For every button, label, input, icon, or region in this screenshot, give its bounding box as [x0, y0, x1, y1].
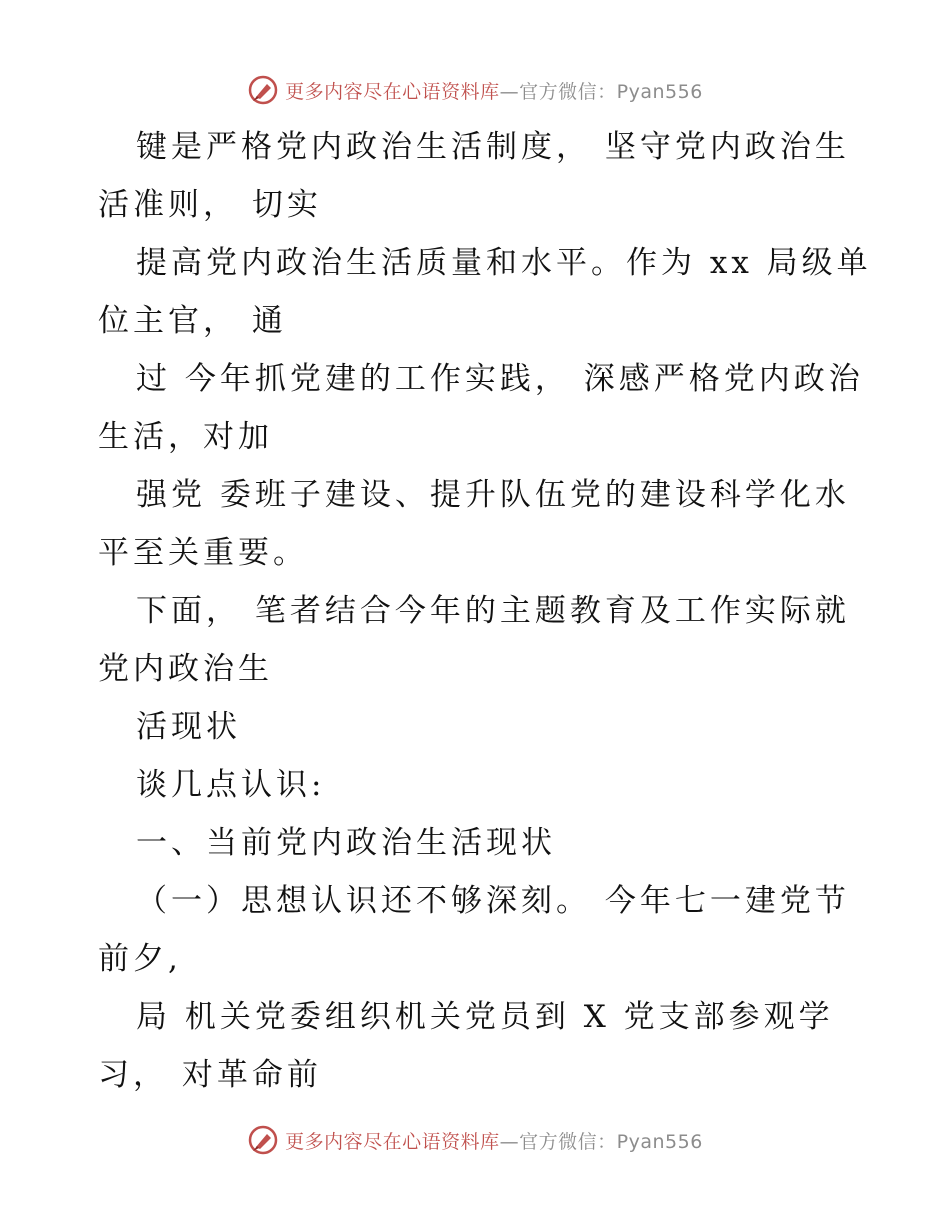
watermark-text: [285, 77, 703, 104]
pen-nib-logo-icon: [247, 1124, 279, 1156]
watermark-dash: —: [499, 1130, 520, 1153]
paragraph-line: 强党 委班子建设、提升队伍党的建设科学化水: [136, 477, 850, 513]
watermark-brand: 更多内容尽在心语资料库: [285, 80, 500, 103]
paragraph-line: 过 今年抓党建的工作实践， 深感严格党内政治: [136, 361, 864, 397]
paragraph-line: 前夕,: [98, 941, 182, 977]
footer-watermark: [0, 1120, 950, 1160]
paragraph-line: 键是严格党内政治生活制度， 坚守党内政治生: [136, 129, 850, 165]
paragraph-line: 一、当前党内政治生活现状: [136, 825, 556, 861]
paragraph-line: 局 机关党委组织机关党员到 X 党支部参观学: [136, 999, 834, 1035]
watermark-contact: 官方微信：Pyan556: [519, 80, 703, 103]
document-body: [98, 118, 872, 1104]
paragraph-line: 提高党内政治生活质量和水平。作为 xx 局级单: [136, 245, 872, 281]
paragraph-line: 党内政治生: [98, 651, 273, 687]
header-watermark: [0, 70, 950, 110]
pen-nib-logo-icon: [247, 74, 279, 106]
watermark-text: [285, 1127, 703, 1154]
paragraph-line: （一）思想认识还不够深刻。 今年七一建党节: [136, 883, 850, 919]
paragraph-line: 习， 对革命前: [98, 1057, 322, 1093]
paragraph-line: 生活，对加: [98, 419, 273, 455]
watermark-brand: 更多内容尽在心语资料库: [285, 1130, 500, 1153]
paragraph-line: 位主官， 通: [98, 303, 287, 339]
paragraph-line: 谈几点认识:: [136, 767, 326, 803]
paragraph-line: 平至关重要。: [98, 535, 308, 571]
paragraph-line: 活准则， 切实: [98, 187, 322, 223]
watermark-contact: 官方微信：Pyan556: [519, 1130, 703, 1153]
watermark-dash: —: [499, 80, 520, 103]
paragraph-line: 下面， 笔者结合今年的主题教育及工作实际就: [136, 593, 850, 629]
paragraph-line: 活现状: [136, 709, 241, 745]
